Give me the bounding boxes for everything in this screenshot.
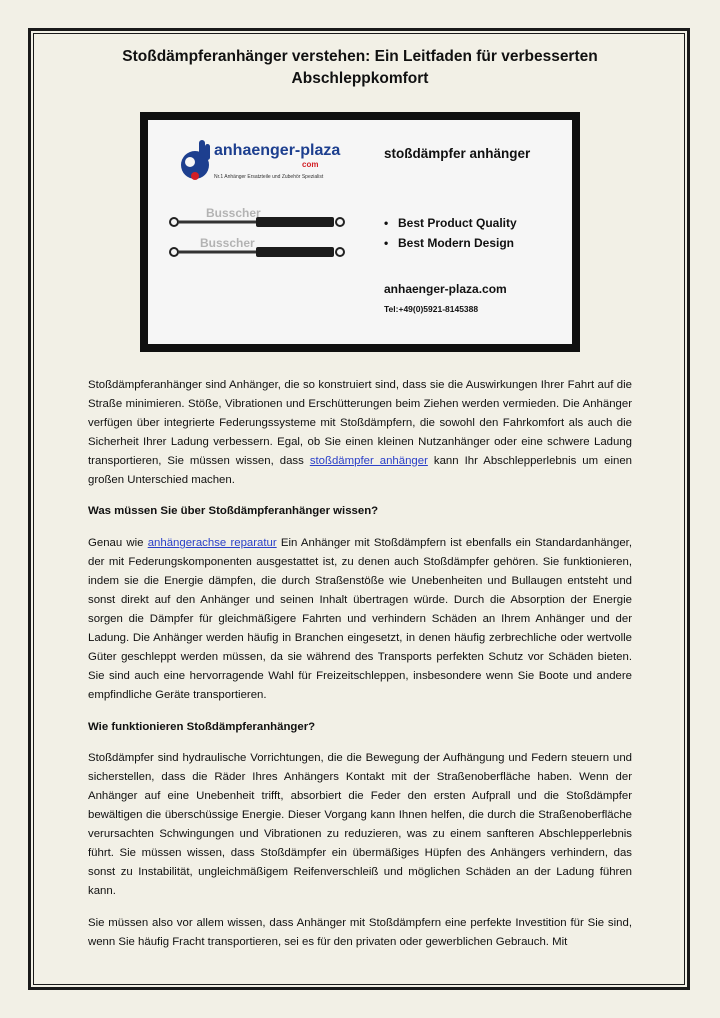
paragraph: Stoßdämpfer sind hydraulische Vorrichtungen, die die Bewegung der Aufhängung und Federn steuern und sicherstellen, dass die Räder Ihres Anhängers Kontakt mit der Straßenoberfläche haben. Wenn der Anhänger auf eine Unebenheit trifft, absorbiert die Feder den ersten Aufprall und die Stoßdämpfer bewältigen die überschüssige Energie. Dieser Vorgang kann Ihnen helfen, die durch die Straßenoberfläche verursachten Schwingungen und Vibrationen zu reduzieren, was zu einem sanfteren Abschlepperlebnis führt. Sie müssen wissen, dass Stoßdämpfer ein übermäßiges Hüpfen des Anhängers verhindern, das sonst zu Instabilität, ungleichmäßigem Reifenverschleiß und möglichen Schäden an der Ladung führen kann. xyxy=(88,752,632,897)
product-banner-image xyxy=(140,112,580,352)
bullet-icon: • xyxy=(384,236,389,250)
section-heading: Wie funktionieren Stoßdämpferanhänger? xyxy=(88,720,316,733)
link-anhaengerachse-reparatur[interactable]: anhängerachse reparatur xyxy=(147,537,277,550)
article-body xyxy=(88,376,632,964)
shock-brand-label: Busscher xyxy=(200,236,255,250)
document-title: Stoßdämpferanhänger verstehen: Ein Leitfaden für verbesserten Abschleppkomfort xyxy=(122,48,598,87)
link-stossdaempfer-anhaenger[interactable]: stoßdämpfer anhänger xyxy=(309,454,428,467)
banner-feature: • Best Modern Design xyxy=(384,236,515,250)
section-heading: Was müssen Sie über Stoßdämpferanhänger wissen? xyxy=(88,505,379,518)
paragraph: Genau wie anhängerachse reparatur Ein Anhänger mit Stoßdämpfern ist ebenfalls ein Standardanhänger, der mit Federungskomponenten ausgestattet ist, zu denen auch Stoßdämpfer gehören. Sie funktionieren, indem sie die Energie dämpfen, die durch Straßenstöße wie Unebenheiten und Bullaugen entsteht und sonst direkt auf den Anhänger und seinen Inhalt übertragen würde. Durch die Absorption der Energie sorgen die Dämpfer für gleichmäßigere Fahrten und verhindern Schäden an Ihrem Anhänger und der Ladung. Die Anhänger werden häufig in Branchen eingesetzt, in denen häufig zerbrechliche oder wertvolle Güter geschleppt werden müssen, da sie während des Transports perfekten Schutz vor Schäden bieten. Sie sind auch eine hervorragende Wahl für Freizeitschleppen, insbesondere wenn Sie Boote und andere empfindliche Geräte transportieren. xyxy=(88,537,632,701)
banner-website: anhaenger-plaza.com xyxy=(384,282,507,296)
paragraph: Stoßdämpferanhänger sind Anhänger, die so konstruiert sind, dass sie die Auswirkungen Ihrer Fahrt auf die Straße minimieren. Stöße, Vibrationen und Erschütterungen beim Ziehen werden vermieden. Die Anhänger verfügen über integrierte Federungssysteme mit Stoßdämpfern, die sowohl den Fahrkomfort als auch die Sicherheit Ihrer Ladung verbessern. Egal, ob Sie einen kleinen Nutzanhänger oder eine schwere Ladung transportieren, Sie müssen wissen, dass stoßdämpfer anhänger kann Ihr Abschlepperlebnis um einen großen Unterschied machen. xyxy=(88,379,632,486)
brand-logo xyxy=(178,138,348,194)
paragraph: Sie müssen also vor allem wissen, dass Anhänger mit Stoßdämpfern eine perfekte Investition für Sie sind, wenn Sie häufig Fracht transportieren, sei es für den privaten oder gewerblichen Gebrauch. Mit xyxy=(88,916,632,948)
logo-tagline: Nr.1 Anhänger Ersatzteile und Zubehör Spezialist xyxy=(214,174,324,180)
banner-product-title: stoßdämpfer anhänger xyxy=(384,146,531,161)
logo-com: com xyxy=(302,160,319,169)
shock-absorber-icon xyxy=(168,242,348,262)
ok-hand-logo-icon xyxy=(178,138,212,184)
logo-wordmark: anhaenger-plaza xyxy=(214,142,341,159)
shock-brand-label: Busscher xyxy=(206,206,261,220)
bullet-icon: • xyxy=(384,216,389,230)
banner-feature: • Best Product Quality xyxy=(384,216,517,230)
banner-phone: Tel:+49(0)5921-8145388 xyxy=(384,304,479,314)
